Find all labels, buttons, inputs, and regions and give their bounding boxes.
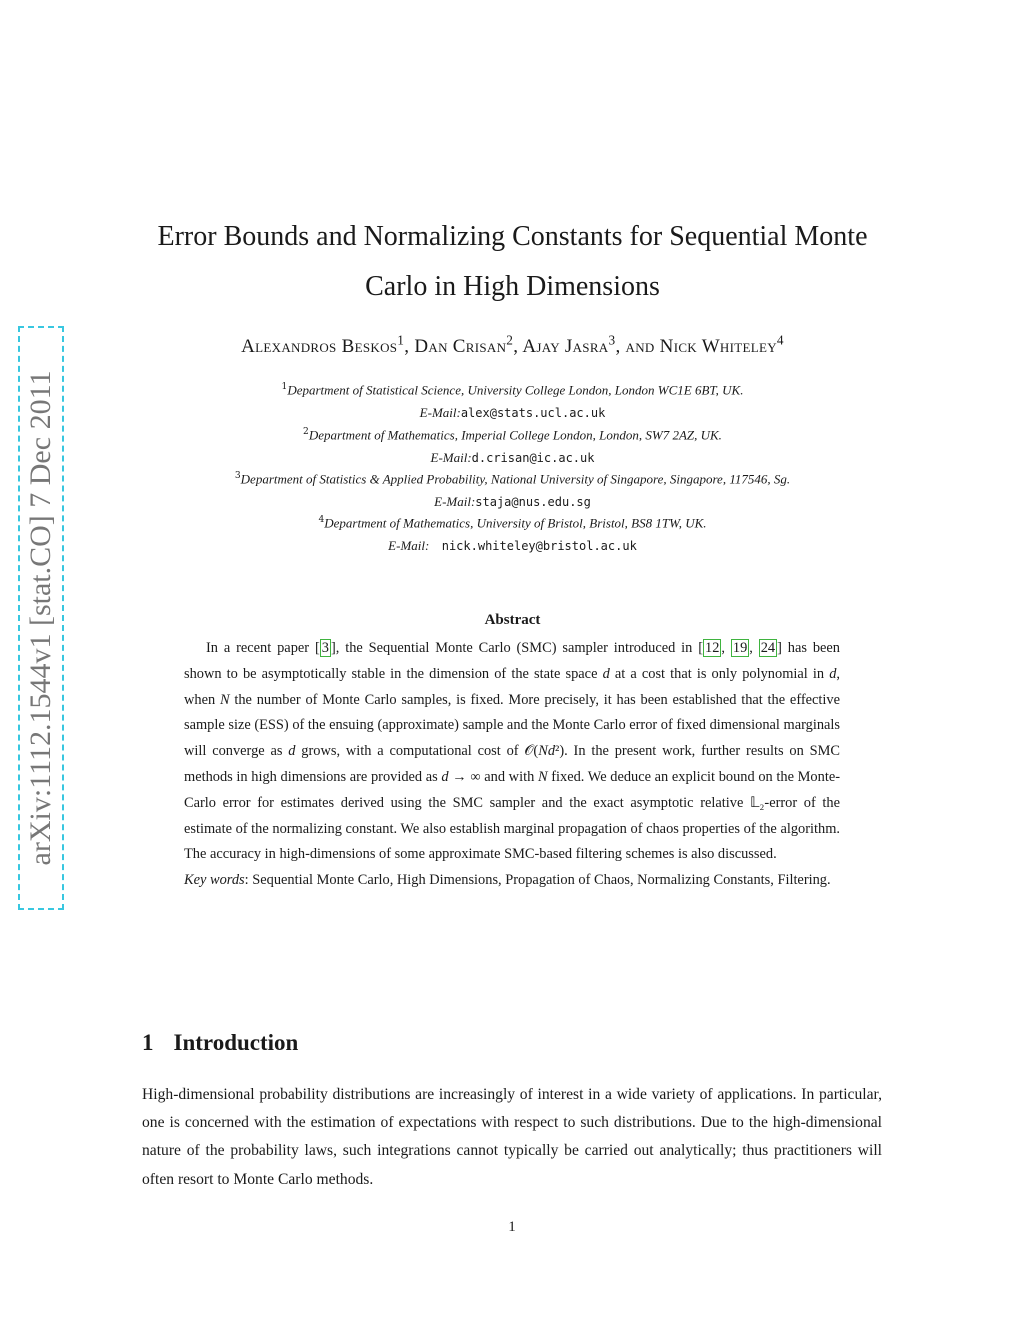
author: Alexandros Beskos$^1$,: [241, 333, 415, 358]
section-title: Introduction: [173, 1030, 299, 1055]
page-number: 1: [508, 1219, 516, 1235]
keywords: Key words: Sequential Monte Carlo, High Dimensions, Propagation of Chaos, Normalizing Constants, Filtering.: [184, 872, 831, 889]
keywords-label: Key words: [184, 872, 245, 889]
author-list: [140, 333, 885, 358]
email-link[interactable]: alex@stats.ucl.ac.uk: [460, 406, 606, 421]
affiliation-dept: Department of Statistical Science, University College London, London WC1E 6BT, UK.: [287, 382, 744, 398]
citation-link[interactable]: 24: [760, 640, 776, 656]
email-link[interactable]: d.crisan@ic.ac.uk: [471, 451, 595, 466]
author: Dan Crisan$^2$,: [414, 333, 523, 358]
title-line-2: Carlo in High Dimensions: [365, 271, 660, 302]
section-heading: [142, 1030, 298, 1056]
paper-title: [140, 212, 885, 312]
affiliation-dept: Department of Mathematics, University of Bristol, Bristol, BS8 1TW, UK.: [324, 515, 707, 531]
citation-link[interactable]: 19: [732, 640, 748, 656]
author: Nick Whiteley$^4$: [659, 333, 784, 358]
affiliation-3: $^3$Department of Statistics & Applied Probability, National University of Singapore, Singapore, 117546, Sg. E-Mail:staja@nus.edu.sg: [234, 471, 791, 510]
email-link[interactable]: nick.whiteley@bristol.ac.uk: [441, 539, 637, 554]
arxiv-stamp-text: arXiv:1112.1544v1 [stat.CO] 7 Dec 2011: [24, 370, 57, 866]
affiliation-dept: Department of Statistics & Applied Probability, National University of Singapore, Singapore, 117546, Sg.: [240, 471, 791, 487]
author: Ajay Jasra$^3$, and: [522, 333, 660, 358]
affiliation-1: $^1$Department of Statistical Science, University College London, London WC1E 6BT, UK. E-Mail:alex@stats.ucl.ac.uk: [281, 382, 744, 421]
abstract-heading: Abstract: [484, 612, 541, 628]
abstract-body: [184, 636, 840, 894]
abstract-paragraph: In a recent paper [ 3 ], the Sequential Monte Carlo (SMC) sampler introduced in [ 12 , 19 , 24 ] has been shown to be asymptotically stable in the dimension of the state space d at a cost that is only polynomial in d, when N the number of Monte Carlo samples, is fixed. More precisely, it has been established that the effective sample size (ESS) of the ensuing (approximate) sample and the Monte Carlo error of fixed dimensional marginals will converge as d grows, with a computational cost of 𝒪(Nd²). In the present work, further results on SMC methods in high dimensions are provided as d → ∞ and with N fixed. We deduce an explicit bound on the Monte-Carlo error for estimates derived using the SMC sampler and the exact asymptotic relative 𝕃₂-error of the estimate of the normalizing constant. We also establish marginal propagation of chaos properties of the algorithm. The accuracy in high-dimensions of some approximate SMC-based filtering schemes is also discussed.: [184, 640, 840, 863]
intro-paragraph: High-dimensional probability distributions are increasingly of interest in a wide variety of applications. In particular, one is concerned with the estimation of expectations with respect to such distributions. Due to the high-dimensional nature of the probability laws, such integrations cannot typically be carried out analytically; thus practitioners will often resort to Monte Carlo methods.: [142, 1086, 882, 1188]
section-number: 1: [142, 1030, 154, 1055]
affiliation-4: $^4$Department of Mathematics, University of Bristol, Bristol, BS8 1TW, UK. E-Mail: nick.whiteley@bristol.ac.uk: [318, 515, 707, 554]
title-line-1: Error Bounds and Normalizing Constants for Sequential Monte: [157, 221, 868, 252]
arxiv-stamp: [18, 326, 64, 910]
email-link[interactable]: staja@nus.edu.sg: [475, 495, 591, 510]
citation-link[interactable]: 12: [705, 640, 720, 656]
affiliation-dept: Department of Mathematics, Imperial College London, London, SW7 2AZ, UK.: [308, 427, 722, 443]
affiliation-2: $^2$Department of Mathematics, Imperial College London, London, SW7 2AZ, UK. E-Mail:d.crisan@ic.ac.uk: [303, 427, 722, 466]
citation-link[interactable]: 3: [321, 640, 329, 656]
